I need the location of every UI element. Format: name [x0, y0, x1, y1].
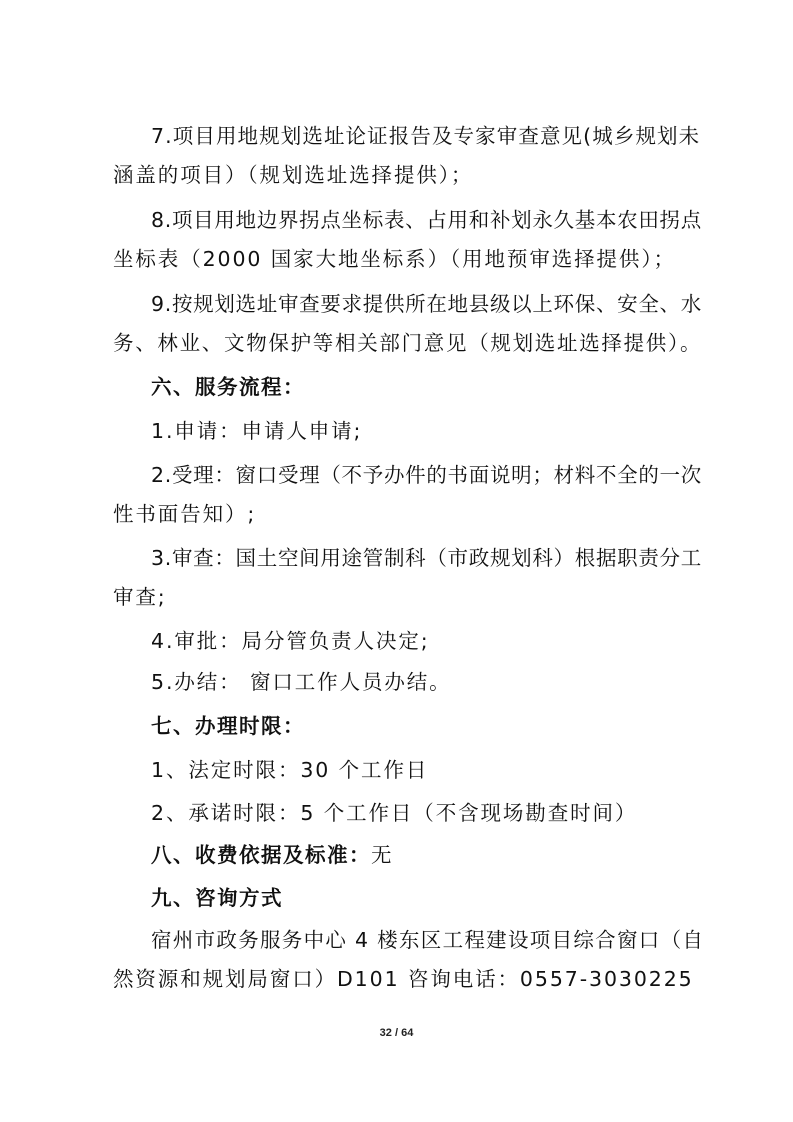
consultation-line-2: 然资源和规划局窗口）D101 咨询电话：0557-3030225 [113, 967, 694, 991]
process-step-approve: 4.审批：局分管负责人决定; [151, 629, 430, 653]
time-limit-legal: 1、法定时限：30 个工作日 [151, 758, 429, 782]
section-heading-service-process: 六、服务流程： [151, 375, 305, 399]
paragraph-item-8-line-1: 8.项目用地边界拐点坐标表、占用和补划永久基本农田拐点 [151, 208, 702, 232]
process-step-review-line-2: 审查; [113, 585, 167, 609]
fee-value: 无 [371, 843, 393, 867]
process-step-complete: 5.办结： 窗口工作人员办结。 [151, 670, 452, 694]
process-step-accept-line-2: 性书面告知）; [113, 502, 257, 526]
paragraph-item-9-line-1: 9.按规划选址审查要求提供所在地县级以上环保、安全、水 [151, 292, 702, 316]
paragraph-item-7-line-1: 7.项目用地规划选址论证报告及专家审查意见(城乡规划未 [151, 124, 701, 148]
fee-heading-label: 八、收费依据及标准： [151, 843, 371, 867]
section-heading-fee [151, 842, 703, 868]
time-limit-promised: 2、承诺时限：5 个工作日（不含现场勘查时间） [151, 801, 638, 825]
paragraph-item-7-line-2: 涵盖的项目）（规划选址选择提供）； [113, 163, 474, 187]
consultation-line-1: 宿州市政务服务中心 4 楼东区工程建设项目综合窗口（自 [151, 928, 705, 952]
section-heading-time-limit: 七、办理时限： [151, 714, 305, 738]
process-step-review-line-1: 3.审查：国土空间用途管制科（市政规划科）根据职责分工 [151, 546, 702, 570]
process-step-accept-line-1: 2.受理：窗口受理（不予办件的书面说明；材料不全的一次 [151, 463, 702, 487]
section-heading-consultation: 九、咨询方式 [151, 886, 283, 910]
process-step-apply: 1.申请：申请人申请; [151, 419, 363, 443]
paragraph-item-8-line-2: 坐标表（2000 国家大地坐标系）（用地预审选择提供）； [113, 247, 676, 271]
paragraph-item-9-line-2: 务、林业、文物保护等相关部门意见（规划选址选择提供）。 [113, 331, 703, 355]
page-number: 32 / 64 [379, 1027, 414, 1039]
